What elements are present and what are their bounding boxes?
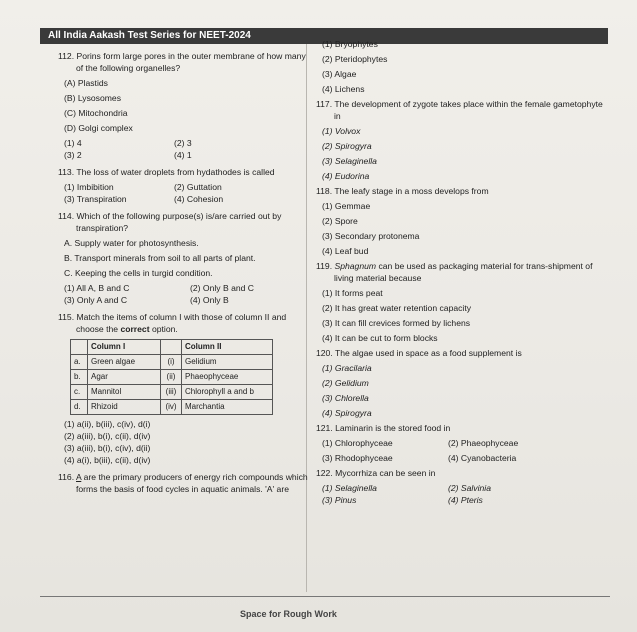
match-cell: Gelidium <box>182 355 273 370</box>
page-bottom-rule <box>40 596 610 597</box>
question-122-option-3[interactable]: (3) Pinus <box>322 495 357 505</box>
question-115-option-2[interactable]: (2) a(iii), b(i), c(ii), d(iv) <box>64 431 151 441</box>
question-114-item-b: B. Transport minerals from soil to all parts of plant. <box>64 253 256 263</box>
question-114-option-1[interactable]: (1) All A, B and C <box>64 283 130 293</box>
question-119-stem-pre: 119. <box>316 261 335 271</box>
question-113-stem: 113. The loss of water droplets from hydathodes is called <box>58 167 275 177</box>
match-cell: c. <box>71 385 88 400</box>
rough-work-footer: Space for Rough Work <box>240 609 337 619</box>
question-116-option-3[interactable]: (3) Algae <box>322 69 357 79</box>
match-table-header-blank-1 <box>71 340 88 355</box>
question-113-option-3[interactable]: (3) Transpiration <box>64 194 127 204</box>
match-cell: Phaeophyceae <box>182 370 273 385</box>
question-120-option-1[interactable]: (1) Gracilaria <box>322 363 372 373</box>
question-120-stem: 120. The algae used in space as a food supplement is <box>316 348 522 358</box>
match-cell: Mannitol <box>88 385 161 400</box>
question-114-stem: 114. Which of the following purpose(s) is/are carried out by transpiration? <box>58 211 282 233</box>
question-117-option-3[interactable]: (3) Selaginella <box>322 156 377 166</box>
question-117-stem: 117. The development of zygote takes place within the female gametophyte in <box>316 99 603 121</box>
question-121-options-row-2 <box>316 452 608 464</box>
match-cell: Green algae <box>88 355 161 370</box>
question-113-option-4[interactable]: (4) Cohesion <box>174 194 224 204</box>
question-122-options-row-2 <box>316 494 608 506</box>
question-120 <box>316 347 608 419</box>
question-119-stem-post: can be used as packaging material for trans-shipment of living material because <box>334 261 593 283</box>
question-114-options-row-1 <box>58 282 308 294</box>
question-114-option-4[interactable]: (4) Only B <box>190 295 229 305</box>
question-118 <box>316 185 608 257</box>
match-table-header-blank-2 <box>161 340 182 355</box>
question-116-option-2[interactable]: (2) Pteridophytes <box>322 54 388 64</box>
question-116-continued <box>316 38 608 95</box>
question-116-number: 116. <box>58 472 75 482</box>
question-112-stem: 112. Porins form large pores in the outer membrane of how many of the following organelles? <box>58 51 306 73</box>
question-113-options-row-2 <box>58 193 308 205</box>
question-115-stem-pre: 115. Match the items of column I with those of column II and choose the <box>58 312 287 334</box>
match-cell: (i) <box>161 355 182 370</box>
question-113-option-1[interactable]: (1) Imbibition <box>64 182 114 192</box>
question-120-option-4[interactable]: (4) Spirogyra <box>322 408 372 418</box>
question-120-option-3[interactable]: (3) Chlorella <box>322 393 369 403</box>
question-120-option-2[interactable]: (2) Gelidium <box>322 378 369 388</box>
right-column <box>316 38 608 506</box>
question-116-option-1[interactable]: (1) Bryophytes <box>322 39 378 49</box>
question-121-option-2[interactable]: (2) Phaeophyceae <box>448 438 519 448</box>
question-112 <box>58 50 308 161</box>
question-122-option-2[interactable]: (2) Salvinia <box>448 483 491 493</box>
question-112-option-1[interactable]: (1) 4 <box>64 138 82 148</box>
question-119-option-3[interactable]: (3) It can fill crevices formed by lichens <box>322 318 471 328</box>
question-122-stem: 122. Mycorrhiza can be seen in <box>316 468 436 478</box>
question-112-item-d: (D) Golgi complex <box>64 123 133 133</box>
match-cell: Chlorophyll a and b <box>182 385 273 400</box>
question-115-option-4[interactable]: (4) a(i), b(iii), c(ii), d(iv) <box>64 455 151 465</box>
question-114-options-row-2 <box>58 294 308 306</box>
question-118-option-1[interactable]: (1) Gemmae <box>322 201 371 211</box>
match-cell: Agar <box>88 370 161 385</box>
match-cell: Rhizoid <box>88 400 161 415</box>
question-121-options-row-1 <box>316 437 608 449</box>
question-115-stem-post: option. <box>149 324 178 334</box>
question-114-item-a: A. Supply water for photosynthesis. <box>64 238 199 248</box>
question-114-option-3[interactable]: (3) Only A and C <box>64 295 128 305</box>
question-114-option-2[interactable]: (2) Only B and C <box>190 283 254 293</box>
question-115-stem-bold: correct <box>120 324 150 334</box>
question-116-text: are the primary producers of energy rich compounds which forms the basis of food cycles in aquatic animals. 'A' are <box>76 472 308 494</box>
question-112-item-a: (A) Plastids <box>64 78 108 88</box>
match-cell: (iii) <box>161 385 182 400</box>
match-cell: d. <box>71 400 88 415</box>
question-118-option-3[interactable]: (3) Secondary protonema <box>322 231 420 241</box>
table-row <box>71 385 273 400</box>
question-119-option-4[interactable]: (4) It can be cut to form blocks <box>322 333 438 343</box>
question-116-blank: A <box>76 472 82 482</box>
question-116-stem <box>58 471 308 495</box>
question-118-stem: 118. The leafy stage in a moss develops from <box>316 186 489 196</box>
question-121-stem: 121. Laminarin is the stored food in <box>316 423 451 433</box>
table-row <box>71 370 273 385</box>
question-122 <box>316 467 608 506</box>
question-119-stem-italic: Sphagnum <box>334 261 377 271</box>
question-115 <box>58 311 308 466</box>
match-cell: a. <box>71 355 88 370</box>
match-cell: (iv) <box>161 400 182 415</box>
question-118-option-2[interactable]: (2) Spore <box>322 216 358 226</box>
question-114 <box>58 210 308 306</box>
question-117-option-4[interactable]: (4) Eudorina <box>322 171 370 181</box>
question-113 <box>58 166 308 205</box>
question-112-option-2[interactable]: (2) 3 <box>174 138 192 148</box>
match-cell: b. <box>71 370 88 385</box>
match-table-header-column-1: Column I <box>88 340 161 355</box>
question-121-option-3[interactable]: (3) Rhodophyceae <box>322 453 393 463</box>
question-116 <box>58 471 308 495</box>
question-121 <box>316 422 608 464</box>
question-121-option-4[interactable]: (4) Cyanobacteria <box>448 453 517 463</box>
question-119-option-2[interactable]: (2) It has great water retention capacity <box>322 303 472 313</box>
question-115-stem <box>58 311 308 335</box>
question-113-options-row-1 <box>58 181 308 193</box>
match-table-header-column-2: Column II <box>182 340 273 355</box>
question-116-option-4[interactable]: (4) Lichens <box>322 84 365 94</box>
question-117-option-1[interactable]: (1) Volvox <box>322 126 361 136</box>
question-112-option-4[interactable]: (4) 1 <box>174 150 192 160</box>
match-table-header <box>71 340 273 355</box>
match-table <box>70 339 273 415</box>
question-112-options-row-2 <box>58 149 308 161</box>
match-cell: (ii) <box>161 370 182 385</box>
question-117-option-2[interactable]: (2) Spirogyra <box>322 141 372 151</box>
question-115-option-1[interactable]: (1) a(ii), b(iii), c(iv), d(i) <box>64 419 151 429</box>
question-119 <box>316 260 608 344</box>
question-118-option-4[interactable]: (4) Leaf bud <box>322 246 369 256</box>
table-row <box>71 400 273 415</box>
question-112-item-c: (C) Mitochondria <box>64 108 128 118</box>
question-122-option-4[interactable]: (4) Pteris <box>448 495 483 505</box>
question-112-options-row-1 <box>58 137 308 149</box>
left-column <box>58 50 308 495</box>
test-series-header: All India Aakash Test Series for NEET-2024 <box>40 28 608 44</box>
question-122-option-1[interactable]: (1) Selaginella <box>322 483 377 493</box>
question-121-option-1[interactable]: (1) Chlorophyceae <box>322 438 393 448</box>
question-117 <box>316 98 608 182</box>
question-114-item-c: C. Keeping the cells in turgid condition. <box>64 268 213 278</box>
question-113-option-2[interactable]: (2) Guttation <box>174 182 222 192</box>
table-row <box>71 355 273 370</box>
question-112-item-b: (B) Lysosomes <box>64 93 121 103</box>
question-119-option-1[interactable]: (1) It forms peat <box>322 288 383 298</box>
match-cell: Marchantia <box>182 400 273 415</box>
question-122-options-row-1 <box>316 482 608 494</box>
question-112-option-3[interactable]: (3) 2 <box>64 150 82 160</box>
question-119-stem <box>316 260 608 284</box>
question-115-option-3[interactable]: (3) a(iii), b(i), c(iv), d(ii) <box>64 443 151 453</box>
